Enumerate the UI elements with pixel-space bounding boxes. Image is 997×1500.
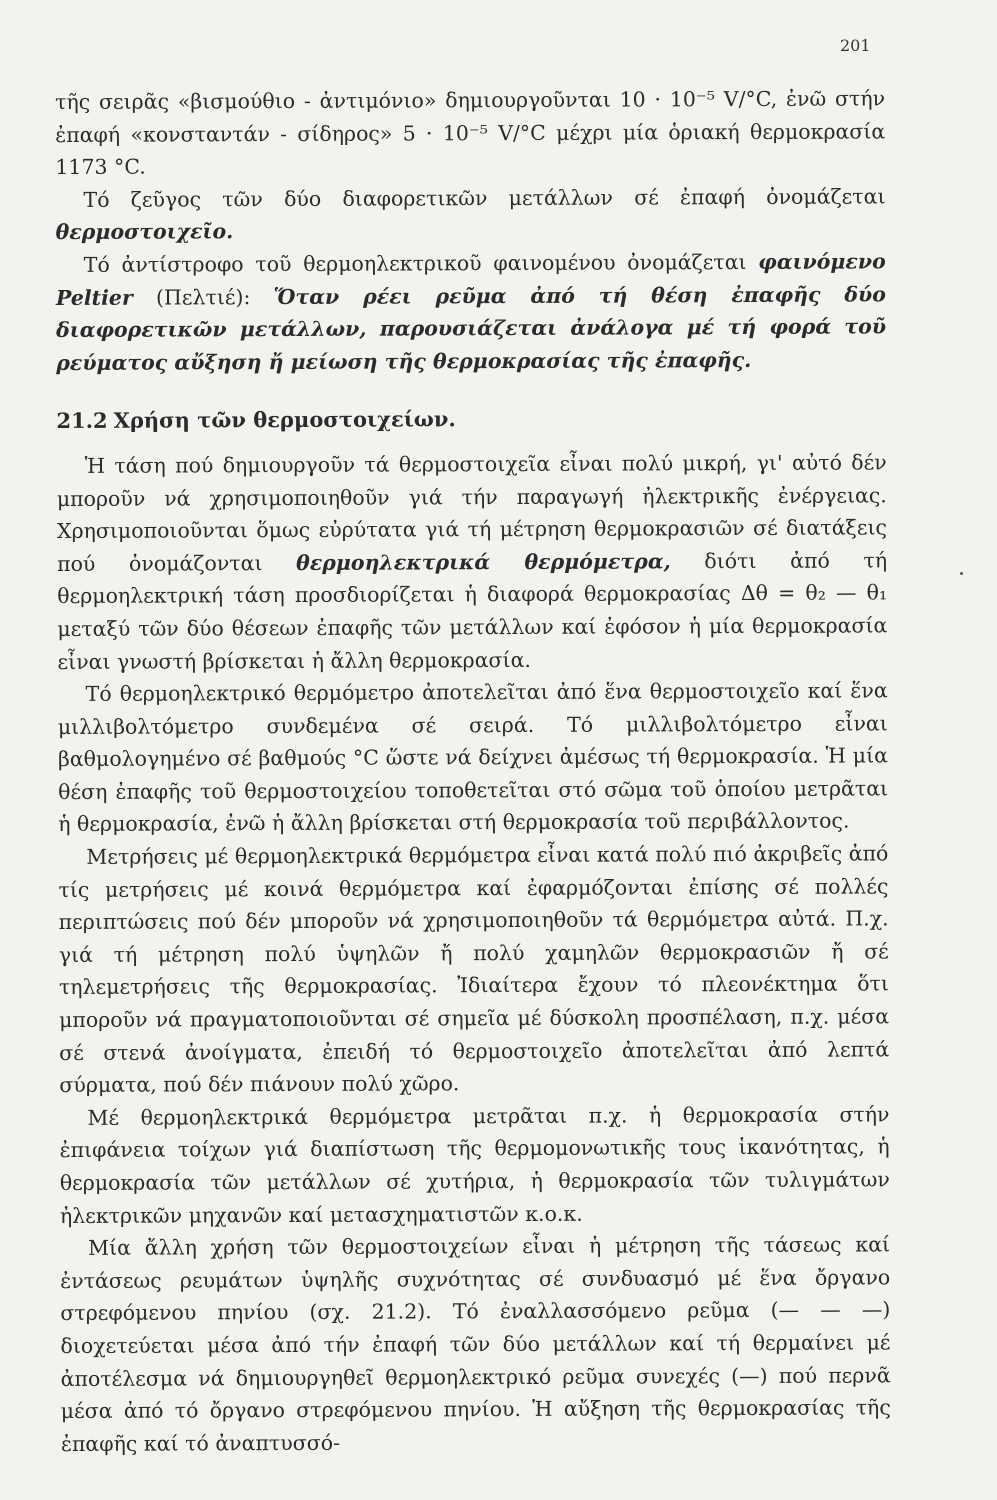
paragraph-8: Μία ἄλλη χρήση τῶν θερμοστοιχείων εἶναι ἡ μέτρηση τῆς τάσεως καί ἐντάσεως ρευμάτων ὑψηλῆς συχνότητας σέ συνδυασμό μέ ἕνα ὄργανο στρεφόμενου πηνίου (σχ. 21.2). Τό ἐναλλασσόμενο ρεῦμα (— — —) διοχετεύεται μέσα ἀπό τήν ἐπαφή τῶν δύο μετάλλων καί τή θερμαίνει μέ ἀποτέλεσμα νά δημιουργηθεῖ θερμοηλεκτρικό ρεῦμα συνεχές (—) πού περνᾶ μέσα ἀπό τό ὄργανο στρεφόμενου πηνίου. Ἡ αὔξηση τῆς θερμοκρασίας τῆς ἐπαφῆς καί τό ἀναπτυσσό- xyxy=(60,1232,891,1456)
paragraph-7: Μέ θερμοηλεκτρικά θερμόμετρα μετρᾶται π.χ. ἡ θερμοκρασία στήν ἐπιφάνεια τοίχων γιά διαπίστωση τῆς θερμομονωτικῆς τους ἱκανότητας, ἡ θερμοκρασία τῶν μετάλλων σέ χυτήρια, ἡ θερμοκρασία τῶν τυλιγμάτων ἠλεκτρικῶν μηχανῶν καί μετασχηματιστῶν κ.ο.κ. xyxy=(59,1102,890,1228)
scan-speck xyxy=(960,572,963,575)
page-body xyxy=(55,82,891,1460)
paragraph-6: Μετρήσεις μέ θερμοηλεκτρικά θερμόμετρα εἶναι κατά πολύ πιό ἀκριβεῖς ἀπό τίς μετρήσεις μέ κοινά θερμόμετρα καί ἐφαρμόζονται ἐπίσης σέ πολλές περιπτώσεις πού δέν μποροῦν νά χρησιμοποιηθοῦν τά θερμόμετρα αὐτά. Π.χ. γιά τή μέτρηση πολύ ὑψηλῶν ἤ πολύ χαμηλῶν θερμοκρασιῶν ἤ σέ τηλεμετρήσεις τῆς θερμοκρασίας. Ἰδιαίτερα ἔχουν τό πλεονέκτημα ὅτι μποροῦν νά πραγματοποιοῦνται σέ σημεῖα μέ δύσκολη προσπέλαση, π.χ. μέσα σέ στενά ἀνοίγματα, ἐπειδή τό θερμοστοιχεῖο ἀποτελεῖται ἀπό λεπτά σύρματα, πού δέν πιάνουν πολύ χῶρο. xyxy=(58,841,890,1098)
section-heading xyxy=(56,402,886,438)
page-number: 201 xyxy=(840,36,871,55)
paragraph-3-text-2: (Πελτιέ): xyxy=(132,284,274,310)
term-thermoelectric-thermometers: θερμοηλεκτρικά θερμόμετρα, xyxy=(296,549,671,575)
paragraph-2 xyxy=(55,180,885,249)
paragraph-1: τῆς σειρᾶς «βισμούθιο - ἀντιμόνιο» δημιουργοῦνται 10 · 10⁻⁵ V/°C, ἐνῶ στήν ἐπαφή «κονσταντάν - σίδηρος» 5 · 10⁻⁵ V/°C μέχρι μία ὁριακή θερμοκρασία 1173 °C. xyxy=(55,86,886,180)
paragraph-2-text: Τό ζεῦγος τῶν δύο διαφορετικῶν μετάλλων σέ ἐπαφή ὀνομάζεται xyxy=(83,184,886,212)
paragraph-5: Τό θερμοηλεκτρικό θερμόμετρο ἀποτελεῖται ἀπό ἕνα θερμοστοιχεῖο καί ἕνα μιλλιβολτόμετρο συνδεμένα σέ σειρά. Τό μιλλιβολτόμετρο εἶναι βαθμολογημένο σέ βαθμούς °C ὥστε νά δείχνει ἀμέσως τή θερμοκρασία. Ἡ μία θέση ἐπαφῆς τοῦ θερμοστοιχείου τοποθετεῖται στό σῶμα τοῦ ὁποίου μετρᾶται ἡ θερμοκρασία, ἐνῶ ἡ ἄλλη βρίσκεται στή θερμοκρασία τοῦ περιβάλλοντος. xyxy=(57,678,889,837)
peltier-definition: Ὅταν ρέει ρεῦμα ἀπό τή θέση ἐπαφῆς δύο διαφορετικῶν μετάλλων, παρουσιάζεται ἀνάλογα μέ τή φορά τοῦ ρεύματος αὔξηση ἤ μείωση τῆς θερμοκρασίας τῆς ἐπαφῆς. xyxy=(56,281,887,375)
term-thermocouple: θερμοστοιχεῖο. xyxy=(55,219,234,245)
paragraph-4 xyxy=(57,446,888,678)
paragraph-3 xyxy=(56,245,887,379)
paragraph-4-text-2: διότι ἀπό τή θερμοηλεκτρική τάση προσδιορίζεται ἡ διαφορά θερμοκρασίας Δθ = θ₂ — θ₁ μεταξύ τῶν δύο θέσεων ἐπαφῆς τῶν μετάλλων καί ἐφόσον ἡ μία θερμοκρασία εἶναι γνωστή βρίσκεται ἡ ἄλλη θερμοκρασία. xyxy=(57,548,888,674)
paragraph-4-text: Ἡ τάση πού δημιουργοῦν τά θερμοστοιχεῖα εἶναι πολύ μικρή, γι' αὐτό δέν μποροῦν νά χρησιμοποιηθοῦν γιά τήν παραγωγή ἠλεκτρικῆς ἐνέργειας. Χρησιμοποιοῦνται ὅμως εὐρύτατα γιά τή μέτρηση θερμοκρασιῶν σέ διατάξεις πού ὀνομάζονται xyxy=(56,450,887,576)
paragraph-3-text: Τό ἀντίστροφο τοῦ θερμοηλεκτρικοῦ φαινομένου ὀνομάζεται xyxy=(83,249,759,277)
section-number: 21.2 xyxy=(56,408,108,434)
term-peltier: φαινόμενο Peltier xyxy=(55,249,886,310)
section-title: Χρήση τῶν θερμοστοιχείων. xyxy=(113,406,456,434)
